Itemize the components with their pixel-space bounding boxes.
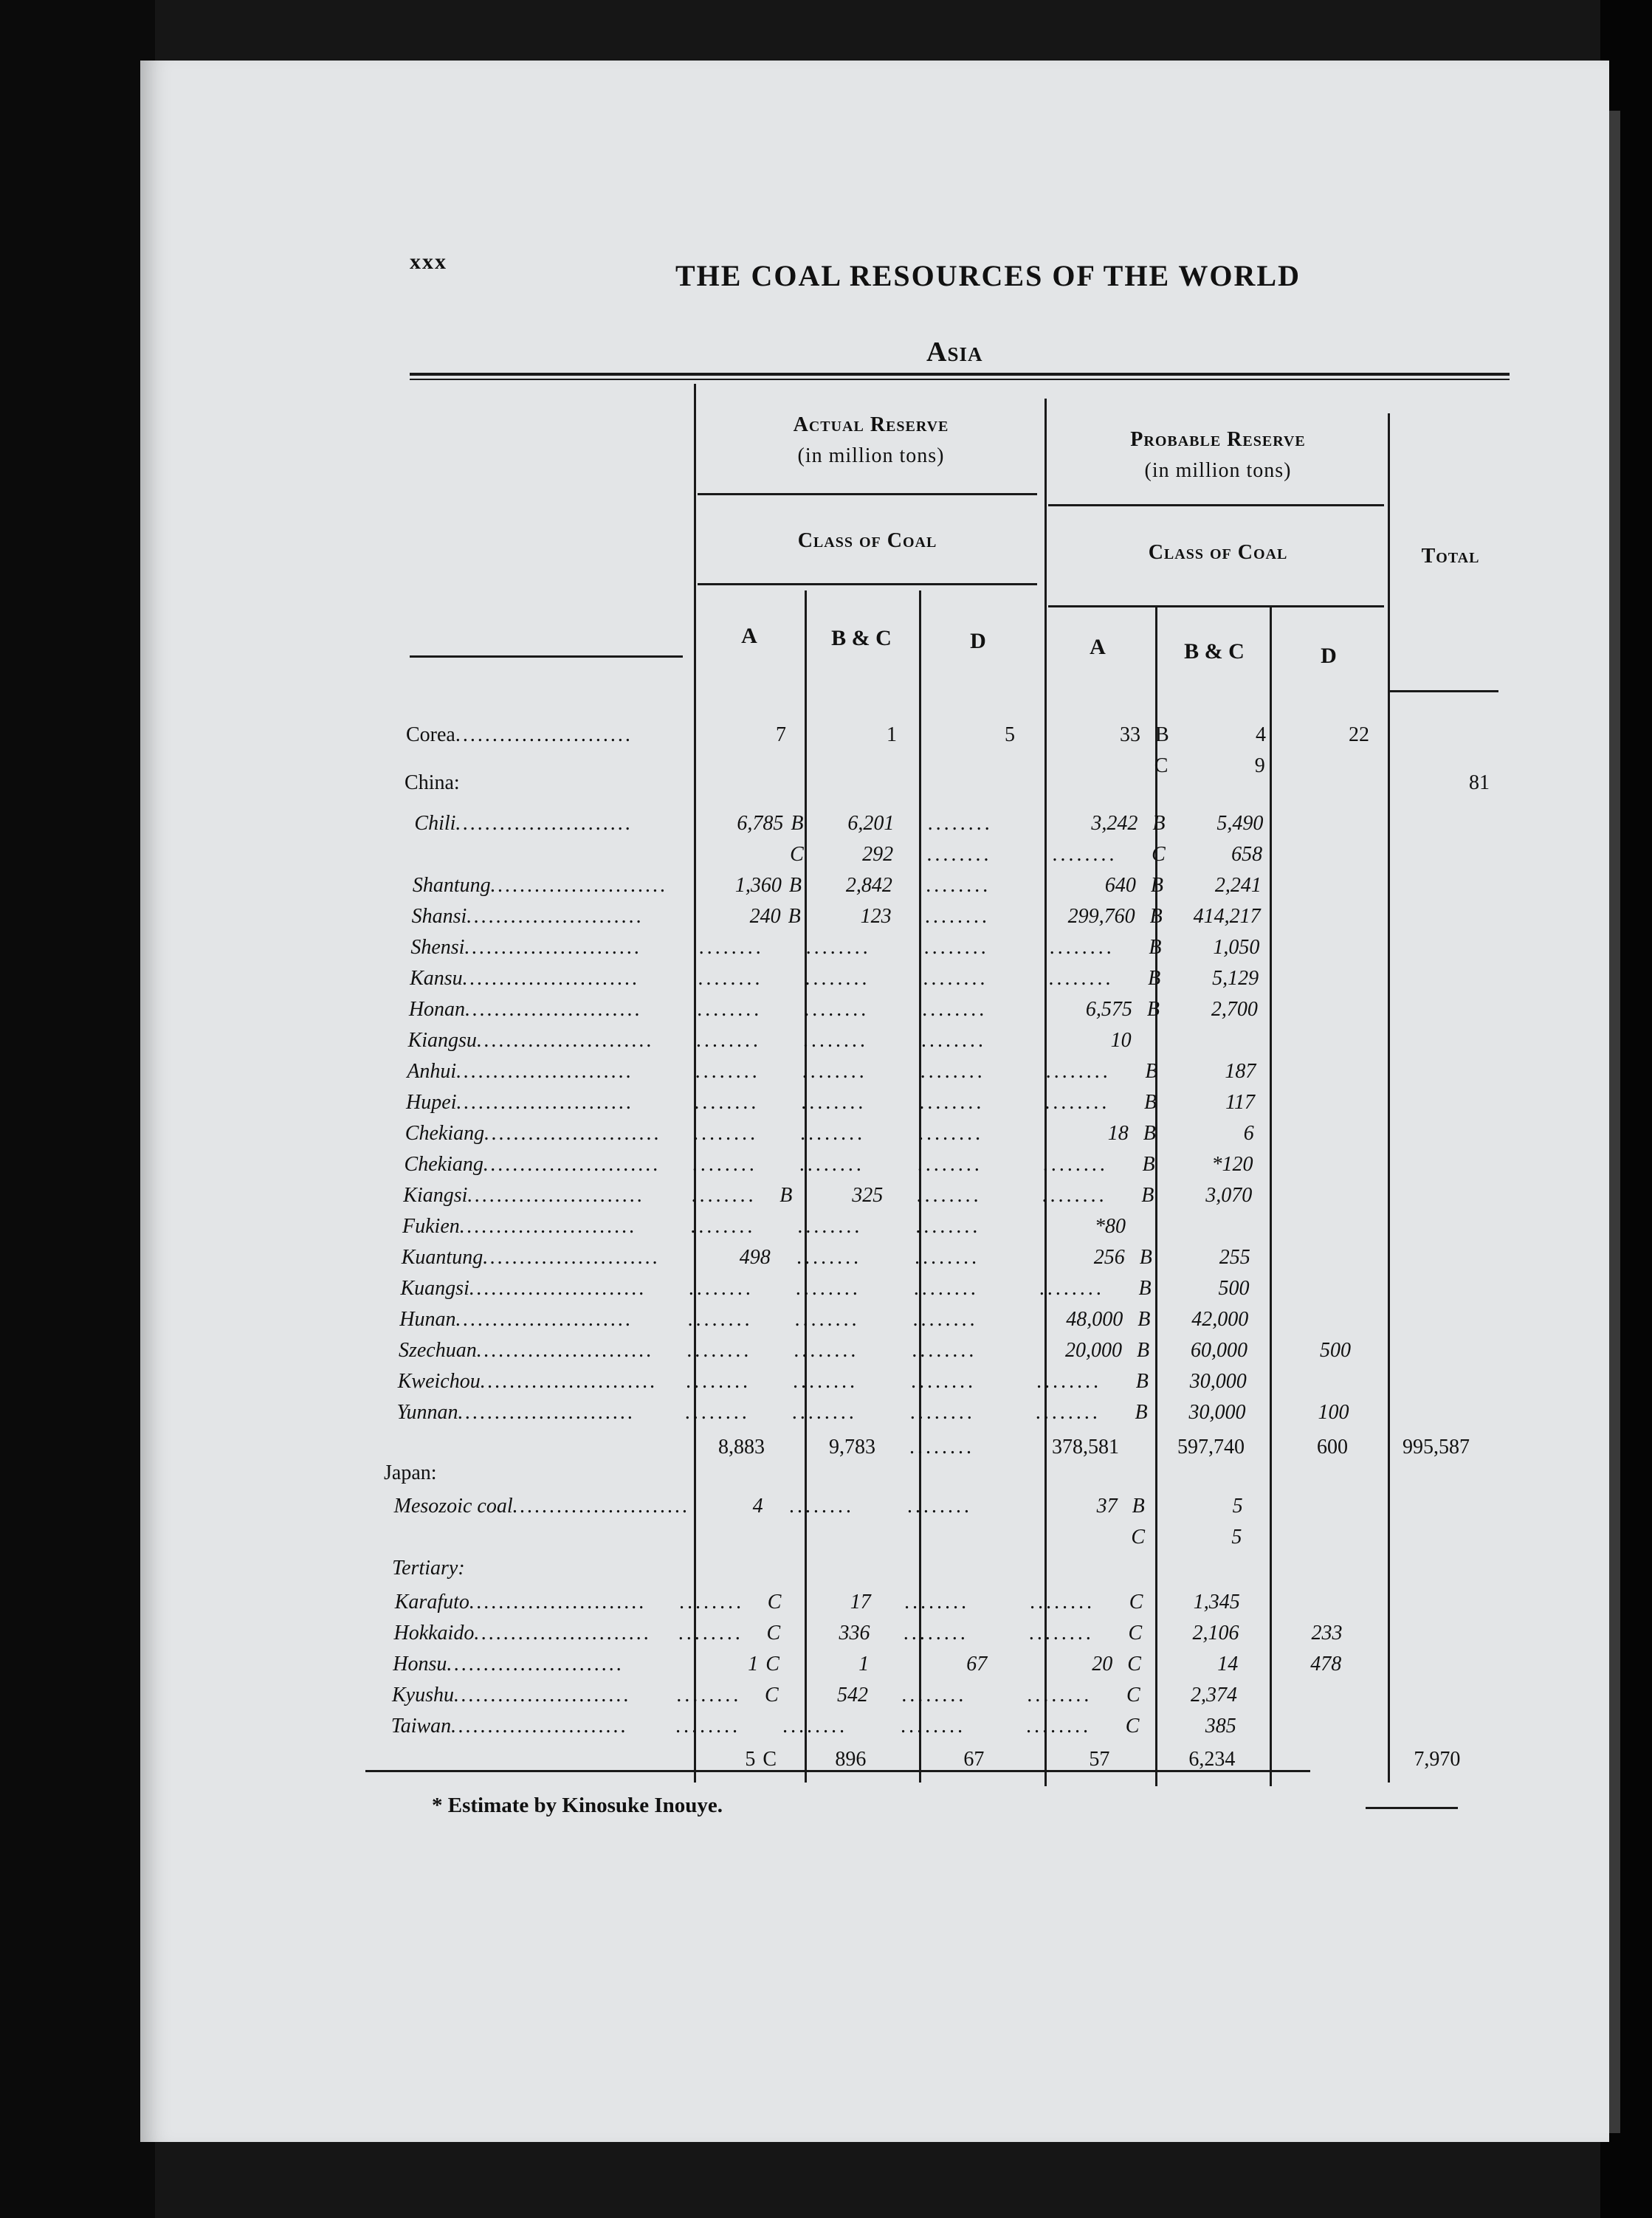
cell-cd: ........ [904, 1591, 970, 1613]
cell-cd: ........ [920, 1091, 985, 1114]
actual-group-rule [698, 493, 1037, 495]
cell-cd: ........ [924, 936, 990, 959]
cell-cbc: ........ [806, 936, 872, 959]
cell-ca: ........ [699, 936, 765, 959]
row-label: Kweichou........................ [397, 1370, 658, 1393]
page-title: THE COAL RESOURCES OF THE WORLD [675, 259, 1301, 292]
cell-pa: 256 [1093, 1246, 1125, 1269]
cell-cbc: 1 [887, 723, 897, 746]
cell-value: 658 [1231, 843, 1263, 866]
actual-col-d: D [970, 629, 986, 653]
actual-col-a: A [741, 624, 757, 648]
coal-class-letter: B [1143, 1122, 1156, 1145]
cell-ca: ........ [679, 1591, 745, 1613]
row-label: Kuangsi........................ [400, 1277, 647, 1300]
cell-value: 542 [836, 1684, 868, 1706]
cell-cbc: ........ [799, 1153, 865, 1176]
probable-class-header: Class of Coal [1148, 541, 1288, 564]
cell-value: 42,000 [1191, 1308, 1249, 1331]
cell-ca: 6,785 [737, 812, 784, 835]
cell-pa: ........ [1050, 936, 1115, 959]
cell-cd: ........ [913, 1308, 979, 1331]
cell-ca: 1 [748, 1653, 759, 1675]
cell-value: 187 [1225, 1060, 1256, 1083]
cell-cd: ........ [917, 1184, 982, 1207]
row-label: Fukien........................ [402, 1215, 637, 1238]
coal-class-letter: B [779, 1184, 793, 1207]
col-divider-6 [1270, 605, 1272, 1786]
cell-ca: ........ [692, 1153, 758, 1176]
coal-class-letter: B [1149, 905, 1163, 928]
coal-class-letter: B [1155, 723, 1169, 746]
coal-class-letter: B [788, 905, 801, 928]
cell-pbc [1152, 812, 1263, 836]
row-label: Honan........................ [408, 998, 643, 1021]
cell-cbc: 9,783 [829, 1436, 876, 1458]
row-label: China: [405, 771, 460, 794]
cell-pa: 37 [1096, 1495, 1118, 1518]
cell-cd: ........ [915, 1246, 980, 1269]
cell-pbc [1131, 1526, 1242, 1549]
cell-cbc: ........ [792, 1401, 858, 1424]
cell-value: 385 [1205, 1715, 1236, 1737]
cell-pa: ........ [1029, 1622, 1095, 1644]
cell-value: 325 [852, 1184, 884, 1207]
cell-cd: ........ [921, 1029, 987, 1052]
cell-pa: ........ [1049, 967, 1115, 990]
page-number: xxx [410, 249, 447, 274]
cell-value: 6,201 [847, 812, 895, 835]
cell-cbc [791, 812, 894, 836]
cell-value: 336 [839, 1622, 870, 1644]
coal-class-letter: B [1150, 874, 1163, 897]
coal-class-letter: C [765, 1653, 779, 1675]
cell-cd: ........ [912, 1339, 977, 1362]
cell-pa: 57 [1089, 1748, 1110, 1771]
cell-ca: ........ [685, 1401, 751, 1424]
cell-cd: ........ [922, 998, 988, 1021]
cell-pbc [1138, 1308, 1248, 1332]
cell-pbc [1127, 1653, 1238, 1676]
coal-class-letter: B [1149, 936, 1162, 959]
cell-pbc [1126, 1715, 1236, 1738]
cell-value: 5 [1231, 1526, 1242, 1549]
coal-class-letter: B [1152, 812, 1166, 835]
coal-class-letter: C [763, 1748, 777, 1771]
coal-class-letter: B [1132, 1495, 1145, 1518]
row-label: Corea........................ [406, 723, 633, 746]
cell-pbc [1151, 874, 1262, 898]
cell-cbc [763, 1748, 866, 1771]
cell-cd: ........ [923, 967, 989, 990]
cell-pa: 18 [1107, 1122, 1129, 1145]
coal-class-letter: B [1139, 1246, 1152, 1269]
actual-col-bc: B & C [831, 626, 892, 650]
coal-class-letter: C [1129, 1591, 1143, 1613]
coal-class-letter: B [1142, 1153, 1155, 1176]
coal-class-letter: C [767, 1591, 782, 1613]
cell-pbc [1139, 1277, 1250, 1301]
cell-value: 896 [835, 1748, 867, 1771]
row-label: Kiangsi........................ [403, 1184, 645, 1207]
probable-reserve-label: Probable Reserve [1130, 428, 1306, 451]
cell-pa: *80 [1095, 1215, 1126, 1238]
row-label: Szechuan........................ [398, 1339, 654, 1362]
table-top-rule-2 [410, 379, 1510, 380]
coal-class-letter: B [1138, 1277, 1152, 1300]
cell-pbc [1137, 1339, 1247, 1363]
cell-cd: ........ [911, 1370, 977, 1393]
cell-pa: 299,760 [1067, 905, 1135, 928]
probable-reserve-header [1048, 424, 1388, 486]
cell-ca: ........ [696, 1029, 762, 1052]
cell-total: 81 [1469, 771, 1490, 794]
coal-class-letter: B [1136, 1339, 1150, 1362]
cell-cbc: ........ [800, 1122, 866, 1145]
cell-cbc [789, 874, 892, 898]
row-label: Kiangsu........................ [407, 1029, 654, 1052]
cell-cd: 5 [1005, 723, 1015, 746]
cell-ca: ........ [686, 1370, 751, 1393]
cell-pa: ........ [1046, 1060, 1112, 1083]
coal-class-letter: B [1146, 998, 1160, 1021]
cell-cbc [768, 1591, 871, 1614]
cell-pbc [1129, 1591, 1240, 1614]
cell-pbc [1155, 723, 1266, 747]
cell-pa: ........ [1027, 1684, 1092, 1706]
cell-cd: ........ [904, 1622, 969, 1644]
footnote: * Estimate by Kinosuke Inouye. [432, 1794, 723, 1817]
actual-reserve-units: (in million tons) [797, 444, 945, 467]
cell-value: 5 [1232, 1495, 1243, 1518]
coal-class-letter: C [1125, 1715, 1140, 1737]
probable-col-bc: B & C [1184, 639, 1245, 664]
cell-cbc: ........ [796, 1277, 861, 1300]
cell-pa: ........ [1039, 1277, 1105, 1300]
coal-class-letter: B [1141, 1184, 1154, 1207]
row-label: Karafuto........................ [394, 1591, 647, 1613]
cell-ca: ........ [691, 1215, 757, 1238]
coal-class-letter: B [1135, 1370, 1149, 1393]
cell-cd: ........ [926, 874, 991, 897]
row-label: Kansu........................ [410, 967, 640, 990]
cell-pbc [1140, 1246, 1250, 1270]
cell-cbc: ........ [796, 1246, 862, 1269]
cell-pa: ........ [1045, 1091, 1111, 1114]
cell-value: 1,345 [1193, 1591, 1240, 1613]
cell-value: 2,241 [1214, 874, 1262, 897]
cell-ca: ........ [692, 1184, 757, 1207]
header-bottom-rule-right [1388, 690, 1498, 692]
cell-cbc: ........ [793, 1370, 858, 1393]
cell-pa: 20 [1092, 1653, 1113, 1675]
coal-class-letter: B [1148, 967, 1161, 990]
cell-cbc [779, 1184, 883, 1208]
cell-cd: ........ [909, 1436, 975, 1458]
cell-total: 995,587 [1403, 1436, 1470, 1458]
cell-cbc: ........ [802, 1091, 867, 1114]
cell-cd: ........ [910, 1401, 976, 1424]
cell-pa: 48,000 [1066, 1308, 1123, 1331]
actual-class-header: Class of Coal [797, 529, 937, 552]
cell-pbc [1144, 1091, 1255, 1115]
cell-cbc [788, 905, 892, 929]
cell-value: *120 [1211, 1153, 1253, 1176]
actual-class-rule [698, 583, 1037, 585]
cell-value: 9 [1254, 754, 1265, 777]
cell-pa: ........ [1053, 843, 1118, 866]
cell-pd: 600 [1317, 1436, 1349, 1458]
cell-ca: 4 [752, 1495, 763, 1518]
coal-class-letter: C [1128, 1622, 1143, 1644]
cell-cbc: ........ [803, 1029, 869, 1052]
coal-class-letter: B [1144, 1091, 1157, 1114]
cell-cbc [765, 1684, 868, 1707]
cell-ca: ........ [689, 1277, 754, 1300]
cell-pbc [1143, 1153, 1253, 1177]
cell-pbc [1126, 1684, 1237, 1707]
cell-cd: ........ [920, 1060, 986, 1083]
cell-value: 292 [862, 843, 894, 866]
coal-class-letter: B [791, 812, 804, 835]
cell-pbc [1136, 1370, 1247, 1394]
cell-pa: 640 [1104, 874, 1136, 897]
coal-class-letter: B [1135, 1401, 1148, 1424]
cell-pd: 478 [1310, 1653, 1342, 1675]
cell-cd: 67 [963, 1748, 985, 1771]
cell-ca: ........ [675, 1715, 741, 1737]
cell-value: 30,000 [1189, 1370, 1247, 1393]
row-label: Honsu........................ [393, 1653, 624, 1675]
cell-ca: ........ [688, 1308, 754, 1331]
coal-class-letter: C [1154, 754, 1169, 777]
cell-pbc [1149, 936, 1259, 960]
cell-ca: ........ [676, 1684, 742, 1706]
row-label: Shantung........................ [412, 874, 668, 897]
probable-group-rule [1048, 504, 1384, 506]
cell-cbc: ........ [789, 1495, 855, 1518]
row-label: Japan: [384, 1461, 437, 1484]
cell-cbc: ........ [804, 998, 870, 1021]
cell-ca: ........ [693, 1122, 759, 1145]
cell-pa: ........ [1042, 1184, 1108, 1207]
cell-pd: 500 [1319, 1339, 1351, 1362]
scan-border-left [0, 0, 155, 2218]
cell-value: 2,842 [845, 874, 892, 897]
cell-ca: ........ [695, 1060, 761, 1083]
row-label: Anhui........................ [407, 1060, 634, 1083]
cell-cd: ........ [916, 1215, 982, 1238]
cell-value: 500 [1218, 1277, 1250, 1300]
cell-cbc: ........ [794, 1339, 859, 1362]
row-label: Hokkaido........................ [393, 1622, 652, 1644]
row-label: Yunnan........................ [396, 1401, 636, 1424]
cell-pa: ........ [1030, 1591, 1095, 1613]
coal-class-letter: C [1127, 1653, 1141, 1675]
cell-value: 14 [1217, 1653, 1239, 1675]
coal-class-letter: B [1138, 1308, 1151, 1331]
row-label: Chekiang........................ [404, 1153, 661, 1176]
cell-value: 117 [1225, 1091, 1256, 1114]
cell-cbc: ........ [795, 1308, 861, 1331]
cell-pbc [1152, 843, 1262, 867]
cell-cd: ........ [914, 1277, 980, 1300]
coal-class-letter: B [788, 874, 802, 897]
cell-pbc: 6,234 [1188, 1748, 1236, 1771]
cell-cd: ........ [901, 1684, 967, 1706]
cell-pd: 233 [1311, 1622, 1343, 1644]
cell-pbc [1128, 1622, 1239, 1645]
cell-cbc: ........ [782, 1715, 848, 1737]
cell-pbc [1147, 998, 1258, 1022]
probable-class-rule [1048, 605, 1384, 607]
cell-value: 255 [1219, 1246, 1250, 1269]
row-label: Hupei........................ [406, 1091, 634, 1114]
col-divider-7 [1388, 413, 1390, 1783]
cell-value: 60,000 [1190, 1339, 1247, 1362]
cell-pa: ........ [1026, 1715, 1092, 1737]
cell-pbc [1148, 967, 1259, 991]
cell-cbc [765, 1653, 869, 1676]
cell-cd: ........ [901, 1715, 966, 1737]
total-bottom-rule [1366, 1807, 1458, 1809]
cell-cd: ........ [918, 1153, 983, 1176]
probable-reserve-units: (in million tons) [1144, 459, 1292, 482]
cell-pbc [1143, 1122, 1254, 1146]
row-label: Chili........................ [414, 812, 633, 835]
cell-total: 7,970 [1414, 1748, 1461, 1771]
cell-cbc: ........ [798, 1215, 864, 1238]
cell-ca: ........ [678, 1622, 744, 1644]
row-label: Kuantung........................ [401, 1246, 661, 1269]
row-label: Shensi........................ [410, 936, 642, 959]
cell-pa: 3,242 [1091, 812, 1138, 835]
cell-ca: ........ [697, 998, 763, 1021]
probable-col-d: D [1321, 644, 1337, 668]
row-label: Kyushu........................ [391, 1684, 631, 1706]
cell-ca: ........ [695, 1091, 760, 1114]
coal-class-letter: C [766, 1622, 781, 1644]
coal-class-letter: C [1152, 843, 1166, 866]
cell-cbc [766, 1622, 870, 1645]
cell-pa: 378,581 [1052, 1436, 1120, 1458]
coal-class-letter: B [1145, 1060, 1158, 1083]
cell-cbc: ........ [805, 967, 871, 990]
cell-pbc: 597,740 [1177, 1436, 1245, 1458]
row-label: Chekiang........................ [405, 1122, 662, 1145]
cell-value: 2,106 [1192, 1622, 1239, 1644]
cell-ca: 1,360 [734, 874, 782, 897]
cell-cd: ........ [925, 905, 991, 928]
cell-value: 4 [1256, 723, 1266, 746]
cell-pbc [1141, 1184, 1252, 1208]
cell-ca: 498 [739, 1246, 771, 1269]
cell-ca: 5 [745, 1748, 756, 1771]
cell-pd: 100 [1318, 1401, 1349, 1424]
cell-ca: 8,883 [718, 1436, 765, 1458]
cell-pbc [1154, 754, 1265, 778]
cell-pd: 22 [1349, 723, 1369, 746]
cell-cbc [790, 843, 893, 867]
cell-cbc: ........ [802, 1060, 868, 1083]
coal-class-letter: C [1126, 1684, 1140, 1706]
cell-pbc [1132, 1495, 1243, 1518]
cell-pa: ........ [1036, 1401, 1101, 1424]
cell-value: 5,490 [1216, 812, 1264, 835]
total-header: Total [1421, 545, 1480, 568]
actual-reserve-header [698, 410, 1044, 472]
actual-reserve-label: Actual Reserve [793, 413, 949, 436]
row-label: Hunan........................ [399, 1308, 633, 1331]
cell-value: 2,700 [1211, 998, 1258, 1021]
cell-cd: ........ [927, 843, 993, 866]
cell-pa: 33 [1120, 723, 1140, 746]
cell-cd: ........ [918, 1122, 984, 1145]
cell-value: 123 [860, 905, 892, 928]
cell-ca: 7 [776, 723, 786, 746]
table-top-rule [410, 373, 1510, 376]
coal-class-letter: C [1131, 1526, 1146, 1549]
coal-class-letter: C [790, 843, 804, 866]
row-label: Tertiary: [392, 1557, 465, 1580]
cell-cd: ........ [928, 812, 994, 835]
cell-value: 30,000 [1188, 1401, 1246, 1424]
cell-pa: 20,000 [1064, 1339, 1122, 1362]
cell-cd: ........ [907, 1495, 973, 1518]
cell-pbc [1145, 1060, 1256, 1084]
header-bottom-rule [410, 655, 683, 658]
row-label: Taiwan........................ [390, 1715, 629, 1737]
cell-ca: 240 [749, 905, 781, 928]
cell-value: 17 [850, 1591, 871, 1613]
cell-pa: 10 [1110, 1029, 1132, 1052]
cell-value: 6 [1243, 1122, 1254, 1145]
cell-ca: ........ [698, 967, 764, 990]
coal-class-letter: C [764, 1684, 779, 1706]
row-label: Mesozoic coal........................ [393, 1495, 690, 1518]
cell-ca: ........ [686, 1339, 752, 1362]
section-title: Asia [926, 337, 983, 368]
row-label: Shansi........................ [411, 905, 644, 928]
cell-pa: 6,575 [1085, 998, 1132, 1021]
cell-pa: ........ [1036, 1370, 1102, 1393]
cell-value: 1 [858, 1653, 870, 1675]
cell-pa: ........ [1043, 1153, 1109, 1176]
cell-value: 2,374 [1190, 1684, 1237, 1706]
cell-value: 3,070 [1205, 1184, 1253, 1207]
cell-pbc [1135, 1401, 1245, 1425]
cell-cd: 67 [966, 1653, 988, 1675]
cell-value: 5,129 [1212, 967, 1259, 990]
cell-value: 414,217 [1193, 905, 1261, 928]
cell-pbc [1150, 905, 1261, 929]
probable-col-a: A [1090, 635, 1106, 659]
cell-value: 1,050 [1213, 936, 1260, 959]
